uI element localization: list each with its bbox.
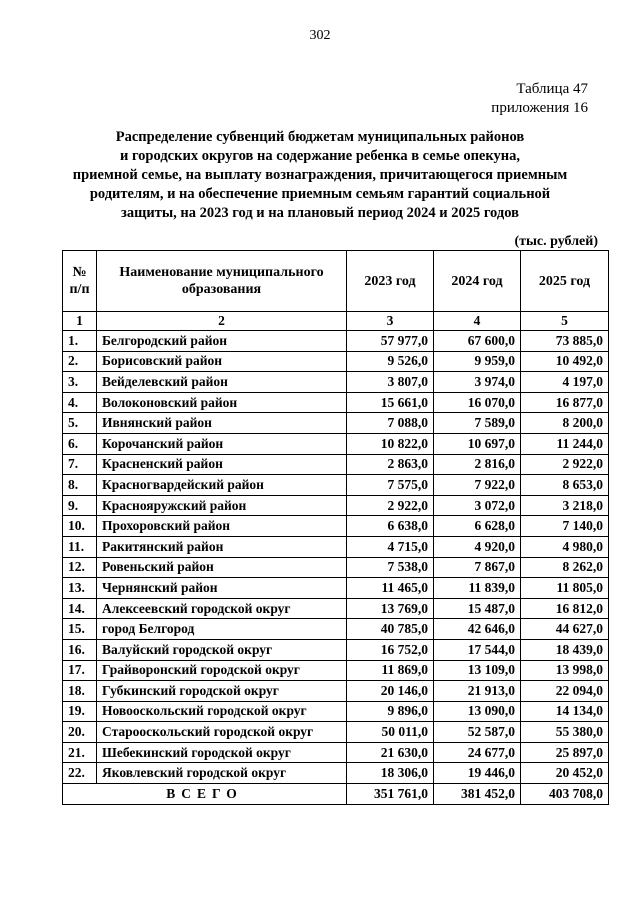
- column-index-row: [63, 312, 609, 331]
- row-name: Яковлевский городской округ: [97, 763, 347, 784]
- row-2024: 3 974,0: [434, 372, 521, 393]
- index-cell: 3: [347, 312, 434, 331]
- table-ref-line2: приложения 16: [491, 100, 588, 116]
- row-name: Чернянский район: [97, 578, 347, 599]
- row-2024: 2 816,0: [434, 454, 521, 475]
- row-number: 15.: [63, 619, 97, 640]
- row-2025: 11 805,0: [521, 578, 609, 599]
- header-2023: 2023 год: [347, 251, 434, 312]
- row-number: 18.: [63, 681, 97, 702]
- row-number: 17.: [63, 660, 97, 681]
- row-number: 14.: [63, 598, 97, 619]
- row-2025: 7 140,0: [521, 516, 609, 537]
- index-cell: 2: [97, 312, 347, 331]
- row-2023: 6 638,0: [347, 516, 434, 537]
- total-row: [63, 784, 609, 805]
- row-2023: 21 630,0: [347, 742, 434, 763]
- row-2025: 3 218,0: [521, 495, 609, 516]
- row-number: 6.: [63, 433, 97, 454]
- table-row: [63, 536, 609, 557]
- row-2023: 13 769,0: [347, 598, 434, 619]
- row-name: Ракитянский район: [97, 536, 347, 557]
- row-2023: 15 661,0: [347, 392, 434, 413]
- heading-line: защиты, на 2023 год и на плановый период 2024 и 2025 годов: [121, 205, 519, 221]
- row-number: 12.: [63, 557, 97, 578]
- row-name: Ровеньский район: [97, 557, 347, 578]
- table-row: [63, 392, 609, 413]
- row-number: 20.: [63, 722, 97, 743]
- table-reference: [491, 80, 588, 118]
- row-2024: 24 677,0: [434, 742, 521, 763]
- row-2023: 7 538,0: [347, 557, 434, 578]
- row-2023: 20 146,0: [347, 681, 434, 702]
- row-2024: 9 959,0: [434, 351, 521, 372]
- row-2025: 14 134,0: [521, 701, 609, 722]
- table-row: [63, 681, 609, 702]
- row-number: 1.: [63, 331, 97, 352]
- row-2025: 18 439,0: [521, 639, 609, 660]
- page-number: 302: [309, 28, 331, 43]
- row-2023: 40 785,0: [347, 619, 434, 640]
- index-cell: 5: [521, 312, 609, 331]
- row-number: 10.: [63, 516, 97, 537]
- row-number: 11.: [63, 536, 97, 557]
- row-2024: 3 072,0: [434, 495, 521, 516]
- row-2024: 11 839,0: [434, 578, 521, 599]
- row-name: Валуйский городской округ: [97, 639, 347, 660]
- total-label: ВСЕГО: [63, 784, 347, 805]
- row-2024: 13 090,0: [434, 701, 521, 722]
- heading-line: Распределение субвенций бюджетам муниципальных районов: [115, 129, 525, 145]
- row-number: 5.: [63, 413, 97, 434]
- row-2024: 21 913,0: [434, 681, 521, 702]
- index-cell: 1: [63, 312, 97, 331]
- row-number: 8.: [63, 475, 97, 496]
- row-2024: 6 628,0: [434, 516, 521, 537]
- header-name: Наименование муниципального образования: [97, 251, 347, 312]
- table-row: [63, 660, 609, 681]
- header-row: [63, 251, 609, 312]
- row-2023: 4 715,0: [347, 536, 434, 557]
- row-number: 21.: [63, 742, 97, 763]
- row-2023: 2 863,0: [347, 454, 434, 475]
- row-2023: 9 896,0: [347, 701, 434, 722]
- row-2024: 7 867,0: [434, 557, 521, 578]
- row-name: Алексеевский городской округ: [97, 598, 347, 619]
- table-row: [63, 619, 609, 640]
- row-2023: 50 011,0: [347, 722, 434, 743]
- row-2025: 44 627,0: [521, 619, 609, 640]
- row-2023: 10 822,0: [347, 433, 434, 454]
- row-number: 9.: [63, 495, 97, 516]
- row-2024: 4 920,0: [434, 536, 521, 557]
- row-2025: 25 897,0: [521, 742, 609, 763]
- row-2025: 8 653,0: [521, 475, 609, 496]
- table-row: [63, 701, 609, 722]
- row-2023: 7 088,0: [347, 413, 434, 434]
- row-2024: 10 697,0: [434, 433, 521, 454]
- row-number: 4.: [63, 392, 97, 413]
- row-2025: 8 200,0: [521, 413, 609, 434]
- header-2025: 2025 год: [521, 251, 609, 312]
- row-2025: 4 197,0: [521, 372, 609, 393]
- row-name: Грайворонский городской округ: [97, 660, 347, 681]
- row-name: Шебекинский городской округ: [97, 742, 347, 763]
- table-row: [63, 722, 609, 743]
- table-row: [63, 475, 609, 496]
- row-number: 19.: [63, 701, 97, 722]
- row-name: Борисовский район: [97, 351, 347, 372]
- row-name: Красненский район: [97, 454, 347, 475]
- row-name: Краснояружский район: [97, 495, 347, 516]
- row-2024: 15 487,0: [434, 598, 521, 619]
- row-name: Старооскольский городской округ: [97, 722, 347, 743]
- row-number: 16.: [63, 639, 97, 660]
- row-2025: 20 452,0: [521, 763, 609, 784]
- table-body: [63, 312, 609, 784]
- row-2024: 67 600,0: [434, 331, 521, 352]
- heading-line: родителям, и на обеспечение приемным семьям гарантий социальной: [89, 186, 551, 202]
- row-number: 22.: [63, 763, 97, 784]
- row-name: Волоконовский район: [97, 392, 347, 413]
- row-2023: 3 807,0: [347, 372, 434, 393]
- row-2023: 9 526,0: [347, 351, 434, 372]
- total-2024: 381 452,0: [434, 784, 521, 805]
- row-2024: 7 922,0: [434, 475, 521, 496]
- row-2025: 8 262,0: [521, 557, 609, 578]
- total-2023: 351 761,0: [347, 784, 434, 805]
- row-2025: 11 244,0: [521, 433, 609, 454]
- table-row: [63, 742, 609, 763]
- table-row: [63, 598, 609, 619]
- row-2023: 57 977,0: [347, 331, 434, 352]
- row-name: Вейделевский район: [97, 372, 347, 393]
- unit-label: (тыс. рублей): [514, 234, 598, 249]
- row-2024: 19 446,0: [434, 763, 521, 784]
- row-name: Ивнянский район: [97, 413, 347, 434]
- table-row: [63, 433, 609, 454]
- table-ref-line1: Таблица 47: [516, 81, 588, 97]
- heading-line: приемной семье, на выплату вознаграждения, причитающегося приемным: [72, 167, 568, 183]
- table-row: [63, 454, 609, 475]
- row-name: Белгородский район: [97, 331, 347, 352]
- table-row: [63, 331, 609, 352]
- row-2023: 18 306,0: [347, 763, 434, 784]
- row-2023: 2 922,0: [347, 495, 434, 516]
- table-row: [63, 763, 609, 784]
- row-2024: 42 646,0: [434, 619, 521, 640]
- row-number: 3.: [63, 372, 97, 393]
- row-number: 7.: [63, 454, 97, 475]
- row-2024: 52 587,0: [434, 722, 521, 743]
- table-row: [63, 516, 609, 537]
- row-2025: 10 492,0: [521, 351, 609, 372]
- row-name: Красногвардейский район: [97, 475, 347, 496]
- row-2025: 22 094,0: [521, 681, 609, 702]
- row-2023: 11 465,0: [347, 578, 434, 599]
- row-2025: 13 998,0: [521, 660, 609, 681]
- row-2025: 16 877,0: [521, 392, 609, 413]
- row-2024: 13 109,0: [434, 660, 521, 681]
- row-2023: 16 752,0: [347, 639, 434, 660]
- row-2024: 16 070,0: [434, 392, 521, 413]
- table-row: [63, 639, 609, 660]
- row-name: Губкинский городской округ: [97, 681, 347, 702]
- row-2023: 11 869,0: [347, 660, 434, 681]
- row-2024: 17 544,0: [434, 639, 521, 660]
- table-row: [63, 372, 609, 393]
- row-name: Новооскольский городской округ: [97, 701, 347, 722]
- table-row: [63, 351, 609, 372]
- total-2025: 403 708,0: [521, 784, 609, 805]
- row-2025: 73 885,0: [521, 331, 609, 352]
- table-row: [63, 413, 609, 434]
- row-number: 2.: [63, 351, 97, 372]
- row-2023: 7 575,0: [347, 475, 434, 496]
- row-number: 13.: [63, 578, 97, 599]
- row-2025: 16 812,0: [521, 598, 609, 619]
- row-name: Корочанский район: [97, 433, 347, 454]
- row-2024: 7 589,0: [434, 413, 521, 434]
- table-row: [63, 495, 609, 516]
- row-name: город Белгород: [97, 619, 347, 640]
- heading-line: и городских округов на содержание ребенка в семье опекуна,: [119, 148, 520, 164]
- table-row: [63, 557, 609, 578]
- row-2025: 2 922,0: [521, 454, 609, 475]
- row-2025: 4 980,0: [521, 536, 609, 557]
- header-2024: 2024 год: [434, 251, 521, 312]
- table-row: [63, 578, 609, 599]
- document-heading: [40, 128, 600, 223]
- row-name: Прохоровский район: [97, 516, 347, 537]
- index-cell: 4: [434, 312, 521, 331]
- subsidy-table: [62, 250, 609, 805]
- header-num: № п/п: [63, 251, 97, 312]
- row-2025: 55 380,0: [521, 722, 609, 743]
